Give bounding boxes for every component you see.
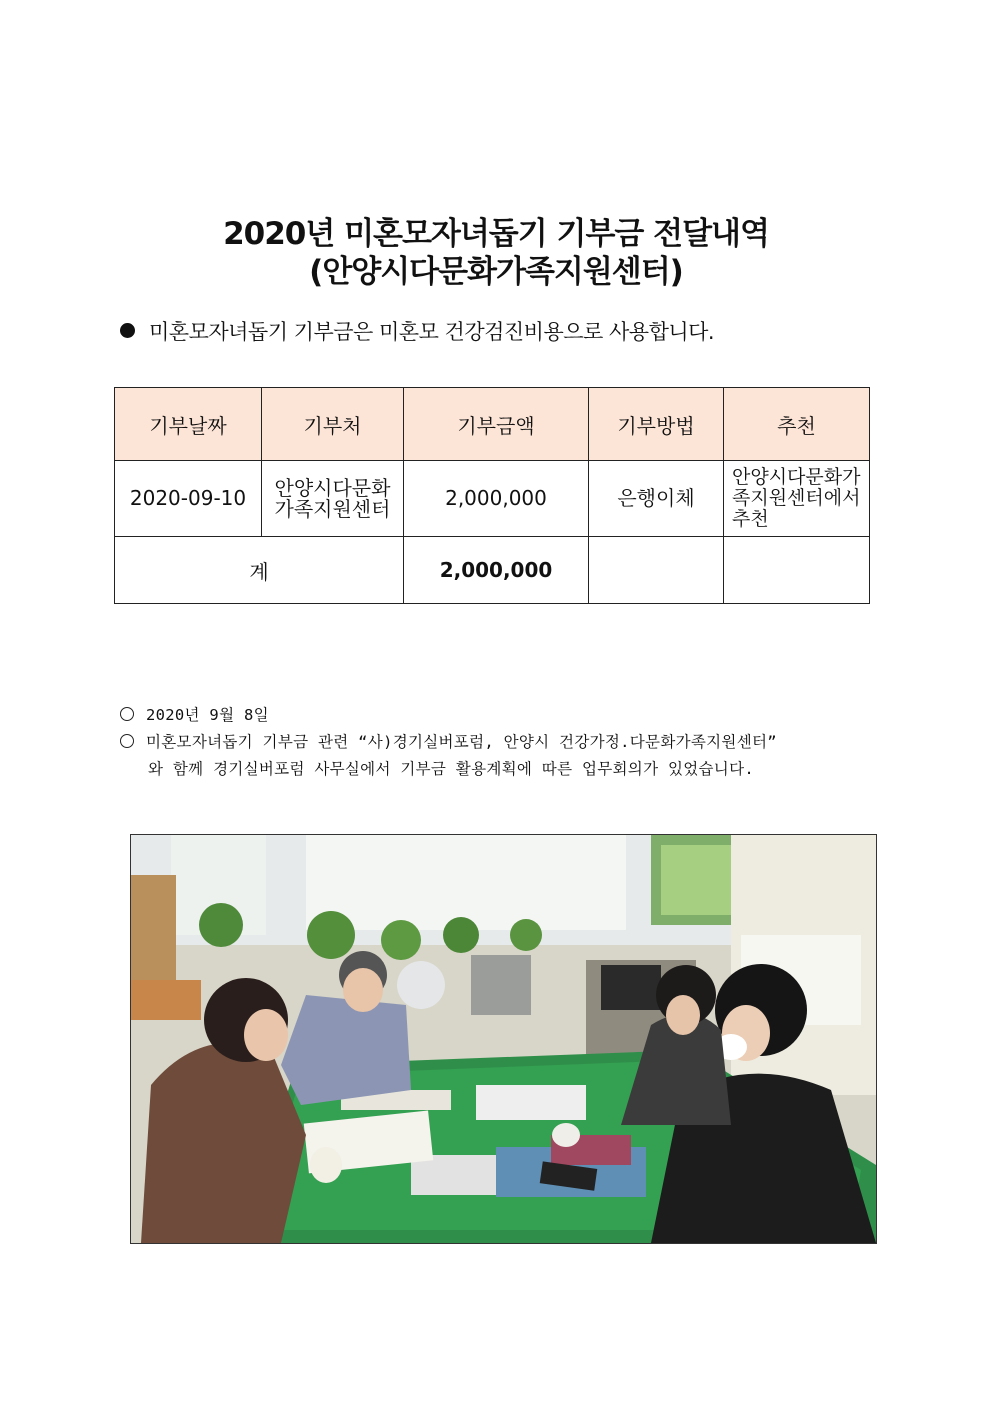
cell-total-empty2 bbox=[724, 537, 870, 604]
cell-method: 은행이체 bbox=[589, 461, 724, 537]
recommend-line2: 족지원센터에서 bbox=[732, 487, 861, 509]
recommend-line1: 안양시다문화가 bbox=[732, 466, 861, 488]
bullet-text: 미혼모자녀돕기 기부금은 미혼모 건강검진비용으로 사용합니다. bbox=[149, 320, 715, 344]
bullet-statement bbox=[120, 316, 714, 346]
note-meeting bbox=[120, 729, 777, 756]
document-title-line1: 2020년 미혼모자녀돕기 기부금 전달내역 bbox=[223, 216, 769, 252]
cell-recipient bbox=[262, 461, 404, 537]
meeting-photo bbox=[130, 834, 877, 1244]
cell-total-empty1 bbox=[589, 537, 724, 604]
cell-amount: 2,000,000 bbox=[404, 461, 589, 537]
header-recommend: 추천 bbox=[724, 388, 870, 461]
note-date bbox=[120, 702, 777, 729]
note-meeting-text: 미혼모자녀돕기 기부금 관련 “사)경기실버포럼, 안양시 건강가정.다문화가족지원센터” bbox=[146, 733, 777, 751]
note-meeting-continued: 와 함께 경기실버포럼 사무실에서 기부금 활용계획에 따른 업무회의가 있었습니다. bbox=[148, 760, 754, 778]
recipient-line2: 가족지원센터 bbox=[274, 496, 391, 521]
document-title-line2: (안양시다문화가족지원센터) bbox=[309, 254, 683, 290]
circle-bullet-icon bbox=[120, 734, 134, 748]
header-method: 기부방법 bbox=[589, 388, 724, 461]
bullet-dot-icon bbox=[120, 323, 135, 338]
recipient-line1: 안양시다문화 bbox=[274, 475, 391, 500]
table-total-row bbox=[115, 537, 870, 604]
meeting-notes bbox=[120, 702, 777, 783]
recommend-line3: 추천 bbox=[732, 508, 769, 530]
table-header-row bbox=[115, 388, 870, 461]
circle-bullet-icon bbox=[120, 707, 134, 721]
donation-table bbox=[114, 387, 870, 604]
header-date: 기부날짜 bbox=[115, 388, 262, 461]
table-row bbox=[115, 461, 870, 537]
cell-date: 2020-09-10 bbox=[115, 461, 262, 537]
cell-total-label: 계 bbox=[115, 537, 404, 604]
header-amount: 기부금액 bbox=[404, 388, 589, 461]
cell-recommend bbox=[724, 461, 870, 537]
header-recipient: 기부처 bbox=[262, 388, 404, 461]
note-date-text: 2020년 9월 8일 bbox=[146, 706, 269, 724]
cell-total-amount: 2,000,000 bbox=[404, 537, 589, 604]
